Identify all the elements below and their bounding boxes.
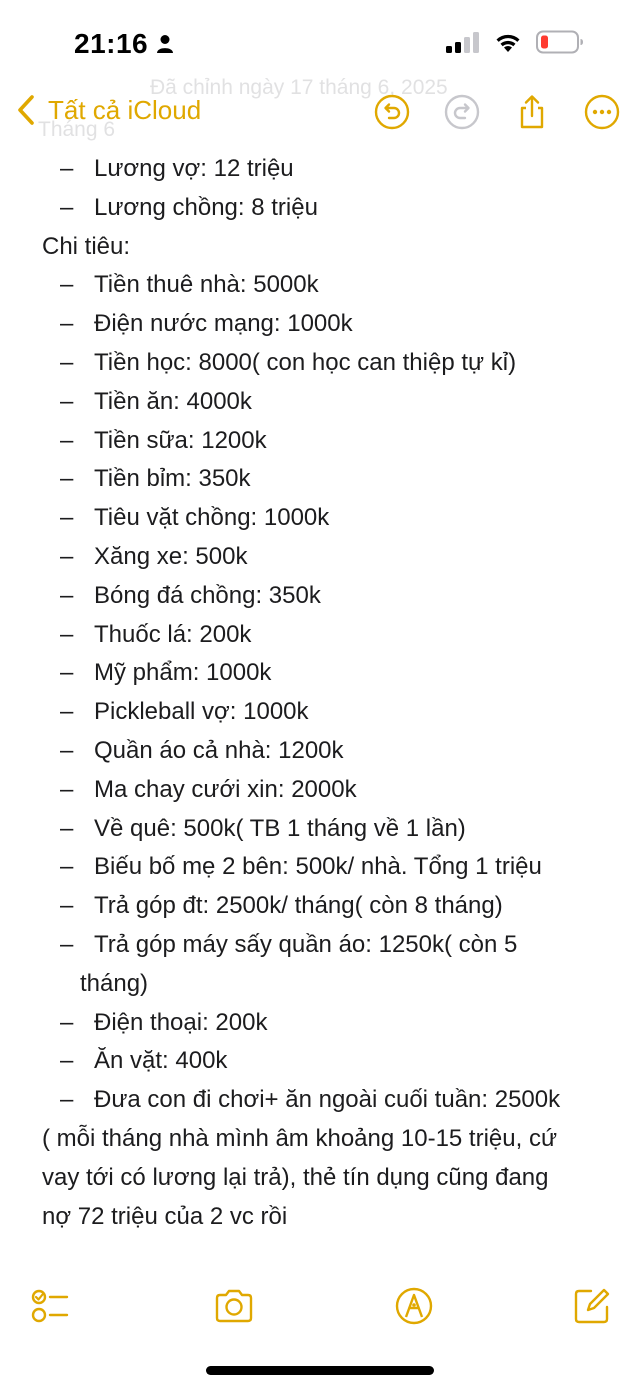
pen-tip-circle-icon [393,1285,435,1327]
clock-label: 21:16 [74,28,149,59]
list-item: – Thuốc lá: 200k [60,620,252,648]
status-time [74,28,174,60]
list-item: – Tiêu vặt chồng: 1000k [60,504,330,532]
ghost-note-heading: Tháng 6 [38,118,116,141]
undo-button[interactable] [372,92,412,132]
list-item: – Tiền sữa: 1200k [60,426,267,454]
compose-button[interactable] [570,1284,614,1328]
list-item: – Ăn vặt: 400k [60,1047,228,1075]
ghost-edited-date: Đã chỉnh ngày 17 tháng 6, 2025 [150,76,448,99]
list-item: – Lương vợ: 12 triệu [60,155,294,182]
home-indicator[interactable] [206,1366,434,1375]
back-button[interactable] [16,94,201,126]
checklist-button[interactable] [28,1284,72,1328]
ellipsis-circle-icon [584,94,620,130]
list-item: – Về quê: 500k( TB 1 tháng về 1 lần) [60,814,466,842]
list-item: – Quần áo cả nhà: 1200k [60,736,344,764]
battery-low-icon [536,30,584,54]
share-button[interactable] [512,92,552,132]
list-item: – Điện thoại: 200k [60,1008,268,1036]
markup-button[interactable] [392,1284,436,1328]
list-item-continuation: tháng) [80,969,149,997]
person-icon [156,34,174,54]
redo-button[interactable] [442,92,482,132]
list-item: – Đưa con đi chơi+ ăn ngoài cuối tuần: 2500k [60,1086,561,1114]
wifi-icon [494,31,522,53]
list-item: – Pickleball vợ: 1000k [60,698,309,726]
list-item: – Lương chồng: 8 triệu [60,193,318,221]
navigation-bar [0,88,640,140]
status-indicators [446,30,584,54]
list-item: – Bóng đá chồng: 350k [60,581,321,609]
checklist-icon [29,1285,71,1327]
share-icon [514,94,550,130]
back-label: Tất cả iCloud [48,94,202,125]
nav-actions [342,92,622,132]
list-item: – Tiền thuê nhà: 5000k [60,271,319,299]
more-button[interactable] [582,92,622,132]
list-item: – Ma chay cưới xin: 2000k [60,775,357,803]
chevron-left-icon [16,94,36,126]
list-item: – Mỹ phẩm: 1000k [60,659,272,687]
list-item: – Điện nước mạng: 1000k [60,310,353,338]
list-item: – Trả góp đt: 2500k/ tháng( còn 8 tháng) [60,892,503,920]
list-item: – Tiền ăn: 4000k [60,387,252,415]
redo-icon [444,94,480,130]
list-item: – Xăng xe: 500k [60,542,248,570]
list-item: – Biếu bố mẹ 2 bên: 500k/ nhà. Tổng 1 triệu [60,853,542,881]
list-item: – Tiền học: 8000( con học can thiệp tự kỉ) [60,348,517,376]
footer-note-line: vay tới có lương lại trả), thẻ tín dụng cũng đang [42,1163,549,1191]
cellular-signal-icon [446,31,480,53]
expenses-heading: Chi tiêu: [42,232,131,260]
compose-icon [571,1285,613,1327]
list-item: – Tiền bỉm: 350k [60,465,251,493]
list-item: – Trả góp máy sấy quần áo: 1250k( còn 5 [60,930,518,958]
camera-icon [213,1285,255,1327]
note-body[interactable] [0,150,640,1236]
bottom-toolbar [0,1278,640,1338]
undo-icon [374,94,410,130]
camera-button[interactable] [212,1284,256,1328]
footer-note-line: ( mỗi tháng nhà mình âm khoảng 10-15 triệu, cứ [42,1124,558,1152]
footer-note-line: nợ 72 triệu của 2 vc rồi [42,1202,288,1230]
status-bar [0,0,640,80]
